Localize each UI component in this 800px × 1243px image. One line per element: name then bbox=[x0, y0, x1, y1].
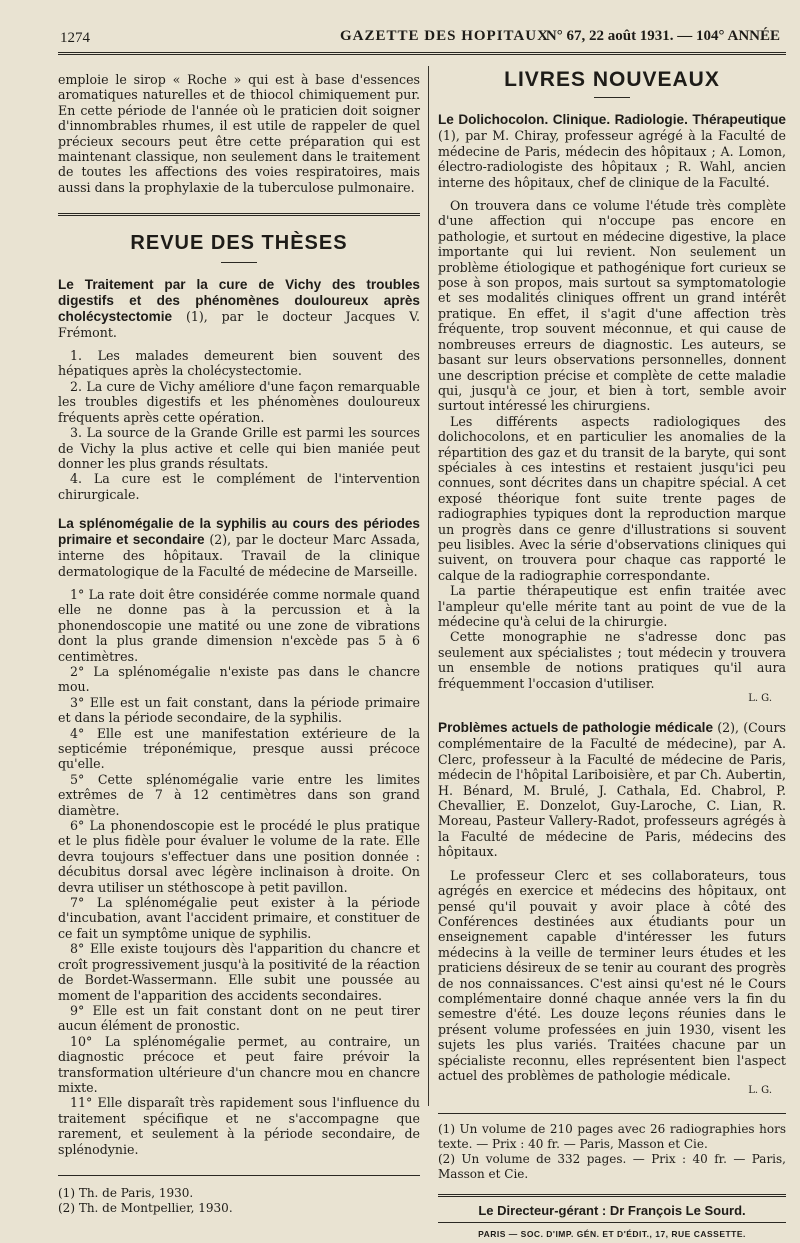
section-title-books: LIVRES NOUVEAUX bbox=[504, 68, 720, 91]
thesis-1-ref: (1), par le docteur Jacques V. Frémont. bbox=[58, 308, 420, 340]
thesis-2-point: 3° Elle est un fait constant, dans la période primaire et dans la période secondaire, de la syphilis. bbox=[58, 694, 420, 726]
book-2-heading bbox=[438, 720, 786, 859]
thesis-1-point: 3. La source de la Grande Grille est parmi les sources de Vichy la plus active et celle qui bien maniée peut donner les plus grands résultats. bbox=[58, 425, 420, 471]
journal-title: GAZETTE DES HOPITAUX bbox=[340, 28, 549, 44]
title-underline bbox=[594, 97, 630, 98]
header-rule bbox=[58, 52, 786, 55]
thesis-2-point: 6° La phonendoscopie est le procédé le plus pratique et le plus fidèle pour évaluer le volume de la rate. Elle devra toujours s'effectuer dans une position donnée : décubitus dorsal avec légère inclinaison à droite. On devra utiliser un stéthoscope à petit pavillon. bbox=[58, 818, 420, 895]
book-1-signature: L. G. bbox=[748, 693, 772, 705]
thesis-1-point: 1. Les malades demeurent bien souvent des hépatiques après la cholécystectomie. bbox=[58, 348, 420, 379]
book-2-signature: L. G. bbox=[748, 1085, 772, 1097]
book-1-paragraph: La partie thérapeutique est enfin traitée avec l'ampleur qu'elle mérite tant au point de vue de la médecine qu'à celui de la chirurgie. bbox=[438, 583, 786, 629]
issue-info: N° 67, 22 août 1931. — 104° ANNÉE bbox=[545, 28, 780, 44]
footnote-rule bbox=[58, 1175, 420, 1176]
footnote: (2) Th. de Montpellier, 1930. bbox=[58, 1200, 233, 1215]
thesis-2-ref: (2), par le docteur Marc Assada, interne des hôpitaux. Travail de la clinique dermatologique de la Faculté de médecine de Marseille. bbox=[58, 532, 420, 579]
thesis-2-point: 10° La splénomégalie permet, au contraire, un diagnostic précoce et peut faire prévoir la transformation ultérieure d'un chancre mou en chancre mixte. bbox=[58, 1033, 420, 1095]
thesis-1-title: Le Traitement par la cure de Vichy des troubles digestifs et des phénomènes douloureux après cholécystectomie bbox=[58, 276, 420, 324]
book-1-paragraph: On trouvera dans ce volume l'étude très complète d'une affection qui n'occupe pas encore en pathologie, et surtout en médecine digestive, la place importante qui lui revient. Non seulement un problème étiologique et pathogénique fort curieux se pose à son propos, mais surtout sa symptomatologie et ses modalités cliniques offrent un grand intérêt pratique. En effet, il s'agit d'une affection très fréquente, trop souvent méconnue, et qui cause de nombreuses erreurs de diagnostic. Les auteurs, se basant sur leurs observations personnelles, donnent une description précise et complète de cette maladie qui, jusqu'à ce jour, et bien à tort, semble avoir surtout intéressé les chirurgiens. bbox=[438, 198, 786, 414]
page-header bbox=[60, 22, 780, 50]
thesis-2-point: 2° La splénomégalie n'existe pas dans le chancre mou. bbox=[58, 663, 420, 695]
title-underline bbox=[221, 262, 257, 263]
thesis-1-point: 2. La cure de Vichy améliore d'une façon remarquable les troubles digestifs et les phénomènes douloureux fréquents après cette opération. bbox=[58, 378, 420, 425]
thesis-1-point: 4. La cure est le complément de l'intervention chirurgicale. bbox=[58, 471, 420, 502]
footer-rule bbox=[438, 1222, 786, 1223]
footnote: (1) Un volume de 210 pages avec 26 radiographies hors texte. — Prix : 40 fr. — Paris, Masson et Cie. bbox=[438, 1121, 786, 1151]
director-line: Le Directeur-gérant : Dr François Le Sourd. bbox=[478, 1202, 746, 1218]
thesis-2-title: La splénomégalie de la syphilis au cours des périodes primaire et secondaire bbox=[58, 516, 420, 548]
footer-rule bbox=[438, 1194, 786, 1197]
book-1-title: Le Dolichocolon. Clinique. Radiologie. Thérapeutique bbox=[438, 112, 786, 128]
right-column bbox=[438, 68, 786, 1243]
book-2-ref: (2), (Cours complémentaire de la Faculté de médecine), par A. Clerc, professeur à la Faculté de médecine de Paris, médecin de l'hôpital Lariboisière, et par Ch. Aubertin, H. Bénard, M. Brulé, J. Cathala, Ed. Chabrol, P. Chevallier, E. Donzelot, Guy-Laroche, C. Lian, R. Moreau, Pasteur Vallery-Radot, professeurs agrégés à la Faculté de médecine de Paris, médecins des hôpitaux. bbox=[438, 720, 786, 860]
column-divider bbox=[428, 66, 429, 1106]
thesis-2-point: 8° Elle existe toujours dès l'apparition du chancre et croît progressivement jusqu'à la positivité de la réaction de Bordet-Wassermann. Elle subit une poussée au moment de l'apparition des accidents secondaires. bbox=[58, 941, 420, 1003]
book-1-ref: (1), par M. Chiray, professeur agrégé à la Faculté de médecine de Paris, médecin des hôpitaux ; A. Lomon, électro-radiologiste des hôpitaux ; R. Wahl, ancien interne des hôpitaux, chef de clinique de la Faculté. bbox=[438, 128, 786, 190]
thesis-2-heading bbox=[58, 516, 420, 579]
section-title-theses: REVUE DES THÈSES bbox=[130, 232, 348, 255]
book-1-paragraph: Cette monographie ne s'adresse donc pas seulement aux spécialistes ; tout médecin y trouvera un ensemble de notions pratiques qu'il aura fréquemment l'occasion d'utiliser. bbox=[438, 629, 786, 691]
book-1-paragraph: Les différents aspects radiologiques des dolichocolons, et en particulier les anomalies de la répartition des gaz et du transit de la baryte, qui sont spéciales à ces intestins et restaient jusqu'ici peu connues, sont décrites dans un chapitre spécial. A cet exposé théorique font suite trente pages de radiographies typiques dont la reproduction marque un progrès dans ce genre d'illustrations si souvent peu lisibles. Avec la série d'observations cliniques qui suivent, on trouvera pour chaque cas rapporté le calque de la radiographie correspondante. bbox=[438, 413, 786, 583]
thesis-2-point: 4° Elle est une manifestation extérieure de la septicémie tréponémique, presque aussi précoce qu'elle. bbox=[58, 725, 420, 772]
footnote: (2) Un volume de 332 pages. — Prix : 40 fr. — Paris, Masson et Cie. bbox=[438, 1151, 786, 1181]
thesis-2-point: 7° La splénomégalie peut exister à la période d'incubation, avant l'accident primaire, et constituer de ce fait un symptôme unique de syphilis. bbox=[58, 895, 420, 941]
thesis-2-point: 9° Elle est un fait constant dont on ne peut tirer aucun élément de pronostic. bbox=[58, 1002, 420, 1034]
section-rule bbox=[58, 213, 420, 216]
thesis-2-point: 5° Cette splénomégalie varie entre les limites extrêmes de 7 à 12 centimètres dans son grand diamètre. bbox=[58, 771, 420, 818]
left-column bbox=[58, 72, 420, 1216]
book-1-heading bbox=[438, 112, 786, 190]
thesis-2-point: 11° Elle disparaît très rapidement sous l'influence du traitement spécifique et ne s'accompagne que rarement, et seulement à la période secondaire, de splénodynie. bbox=[58, 1095, 420, 1157]
printer-line: PARIS — SOC. D'IMP. GÉN. ET D'ÉDIT., 17, RUE CASSETTE. bbox=[478, 1229, 746, 1240]
page-number: 1274 bbox=[60, 30, 90, 46]
thesis-2-point: 1° La rate doit être considérée comme normale quand elle ne donne pas à la percussion et à la phonendoscopie une matité ou une zone de vibrations dont la plus grande dimension n'excède pas 5 à 6 centimètres. bbox=[58, 586, 420, 664]
book-2-paragraph: Le professeur Clerc et ses collaborateurs, tous agrégés en exercice et médecins des hôpitaux, ont pensé qu'il pouvait y avoir place à côté des Conférences destinées aux étudiants pour un enseignement capable d'intéresser les futurs médecins à la veille de terminer leurs études et les praticiens désireux de se tenir au courant des progrès de nos connaissances. C'est ainsi qu'est né le Cours complémentaire donné chaque année vers la fin du semestre d'été. Les douze leçons réunies dans le présent volume professées en juin 1930, visent les sujets les plus variés. Traitées chacune par un spécialiste reconnu, elles représentent bien l'aspect actuel des problèmes de pathologie médicale. bbox=[438, 867, 786, 1083]
intro-paragraph: emploie le sirop « Roche » qui est à base d'essences aromatiques naturelles et de thiocol chimiquement pur. En cette période de l'année où le praticien doit soigner d'innombrables rhumes, il est utile de rappeler de quel précieux secours peut être cette préparation qui est maintenant classique, non seulement dans le traitement de toutes les affections des voies respiratoires, mais aussi dans la prophylaxie de la tuberculose pulmonaire. bbox=[58, 72, 420, 195]
footnote: (1) Th. de Paris, 1930. bbox=[58, 1185, 194, 1200]
thesis-1-heading bbox=[58, 277, 420, 340]
book-2-title: Problèmes actuels de pathologie médicale bbox=[438, 720, 714, 736]
footnote-rule bbox=[438, 1113, 786, 1114]
